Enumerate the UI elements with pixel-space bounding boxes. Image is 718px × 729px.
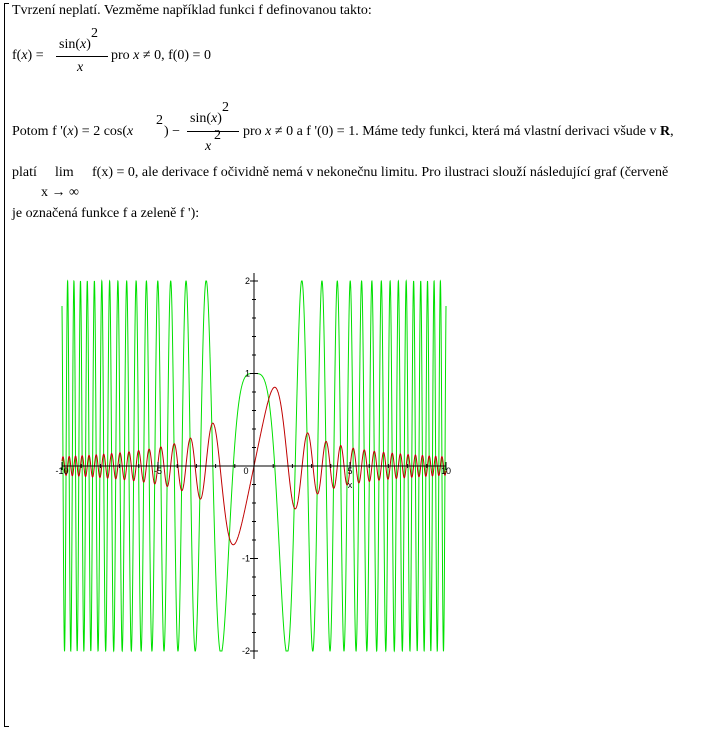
limit-word: lim bbox=[55, 165, 74, 180]
fprime-mid: ) = 2 cos( bbox=[73, 124, 128, 139]
f-denominator: x bbox=[77, 60, 84, 75]
f-lhs-open: f( bbox=[12, 48, 22, 63]
f-num-x: x bbox=[80, 37, 87, 52]
x-tick-label: -5 bbox=[153, 466, 163, 476]
f-num-sup: 2 bbox=[91, 26, 98, 41]
x-tick-label: 0 bbox=[243, 466, 249, 476]
f-num-sin: sin( bbox=[59, 37, 80, 52]
fprime-tail-comma: , bbox=[670, 124, 674, 139]
fprime-tail-x: x bbox=[265, 124, 272, 139]
f-num-close: ) bbox=[86, 37, 91, 52]
fprime-tail-R: R bbox=[660, 124, 671, 139]
last-line: je označená funkce f a zeleně f '): bbox=[12, 206, 200, 221]
fprime-mid-x: x bbox=[127, 124, 134, 139]
fprime-pre-x: x bbox=[67, 124, 74, 139]
x-axis-label: x bbox=[347, 480, 353, 490]
fprime-mid-close: ) − bbox=[164, 124, 181, 139]
f-lhs-x: x bbox=[21, 48, 28, 63]
fprime-den-sup: 2 bbox=[214, 128, 221, 143]
y-tick-label: 1 bbox=[244, 368, 250, 379]
intro-text: Tvrzení neplatí. Vezměme například funkci f definovanou takto: bbox=[12, 3, 372, 18]
fprime-tail-pro: pro bbox=[243, 124, 266, 139]
f-tail-x: x bbox=[133, 48, 140, 63]
f-tail-pro: pro bbox=[111, 48, 134, 63]
fprime-denominator: x bbox=[205, 139, 212, 154]
fprime-mid-sup: 2 bbox=[156, 113, 163, 128]
x-tick-label: -10 bbox=[55, 466, 69, 476]
limit-post: f(x) = 0, ale derivace f očividně nemá v nekonečnu limitu. Pro ilustraci slouží následující graf (červeně bbox=[92, 165, 669, 180]
fprime-tail-cond: ≠ 0 a f '(0) = 1. Máme tedy funkci, která má vlastní derivaci všude v bbox=[271, 124, 660, 139]
f-lhs-close: ) = bbox=[27, 48, 44, 63]
fprime-num-sup: 2 bbox=[222, 100, 229, 115]
y-tick-label: -2 bbox=[241, 646, 250, 656]
x-tick-label: 10 bbox=[440, 466, 452, 476]
limit-subscript: x → ∞ bbox=[41, 185, 79, 200]
f-tail-cond: ≠ 0, f(0) = 0 bbox=[139, 48, 211, 63]
fprime-pre: Potom f '( bbox=[12, 124, 68, 139]
x-tick-label: 5 bbox=[347, 466, 353, 476]
fprime-num-sin: sin( bbox=[190, 111, 211, 126]
y-tick-label: 2 bbox=[244, 276, 250, 286]
fprime-num-x: x bbox=[211, 111, 218, 126]
limit-pre: platí bbox=[12, 165, 37, 180]
y-tick-label: -1 bbox=[241, 553, 250, 564]
fprime-num-close: ) bbox=[217, 111, 222, 126]
